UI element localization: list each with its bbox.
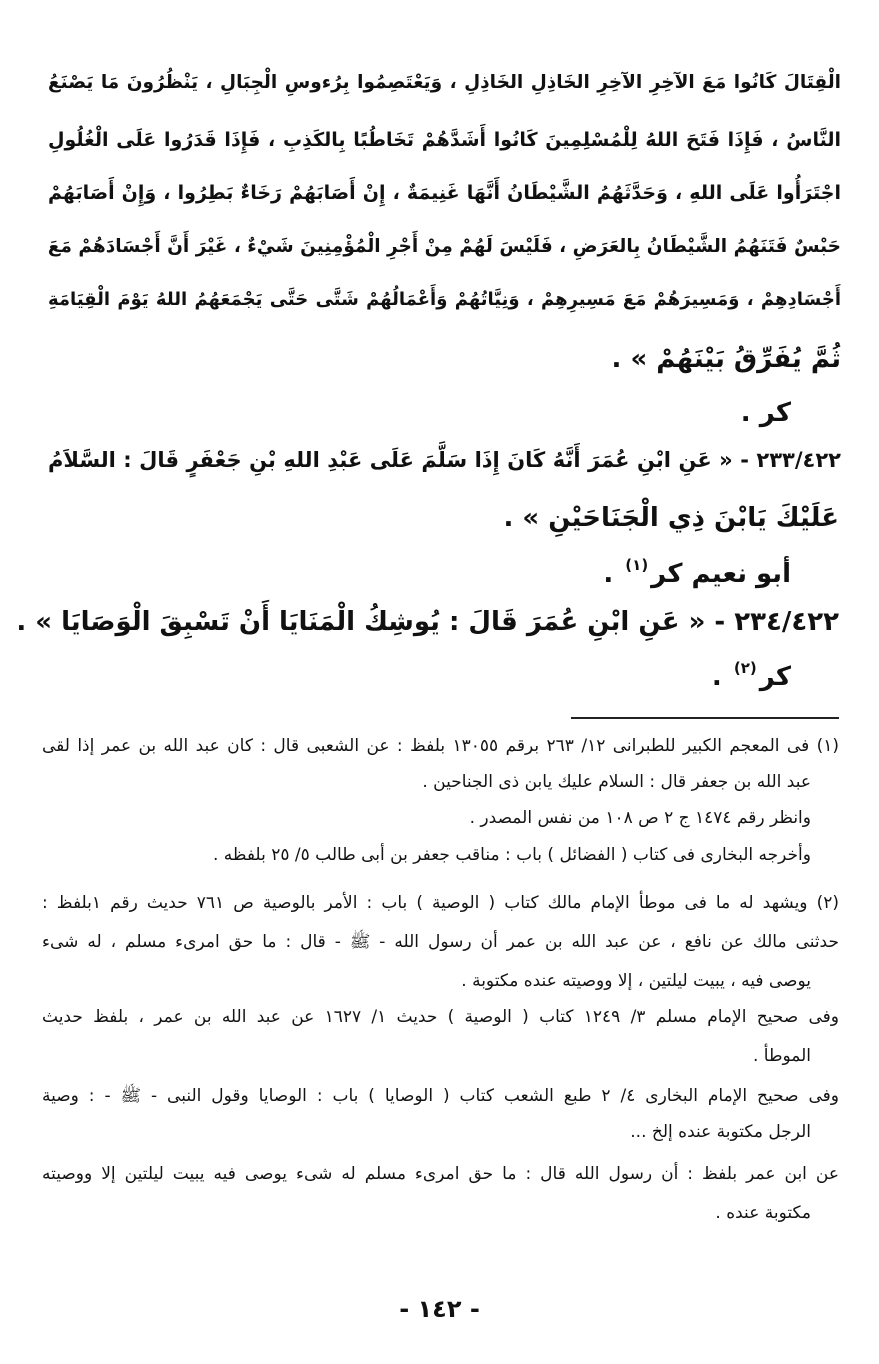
footnote-separator — [571, 717, 839, 719]
footnote-2-line-5: الموطأ . — [752, 1046, 811, 1066]
footnote-2-line-4: وفى صحيح الإمام مسلم ٣/ ١٢٤٩ كتاب ( الوصية ) حديث ١/ ١٦٢٧ عن عبد الله بن عمر ، بلفظ حديث — [42, 1007, 839, 1027]
main-text-line-1: الْقِتَالَ كَانُوا مَعَ الآخِرِ الآخِرِ الخَاذِلِ الخَاذِلِ ، وَيَعْتَصِمُوا بِرُءوسِ الْجِبَالِ ، يَنْظُرُونَ مَا يَصْنَعُ — [48, 72, 841, 93]
hadith-233-line-2: عَلَيْكَ يَابْنَ ذِي الْجَنَاحَيْنِ » . — [503, 503, 839, 533]
page-number: - ١٤٢ - — [399, 1295, 480, 1323]
main-text-line-3: اجْتَرَأُوا عَلَى اللهِ ، وَحَدَّثَهُمُ الشَّيْطَانُ أَنَّهَا غَنِيمَةٌ ، إِنْ أَصَابَهُمْ رَخَاءٌ بَطِرُوا ، وَإِنْ أَصَابَهُمْ — [48, 182, 841, 204]
main-text-line-4: حَبْسٌ فَتَنَهُمُ الشَّيْطَانُ بِالعَرَضِ ، فَلَيْسَ لَهُمْ مِنْ أَجْرِ الْمُؤْمِنِينَ شَيْءٌ ، غَيْرَ أَنَّ أَجْسَادَهُمْ مَعَ — [47, 236, 841, 257]
main-text-line-6: ثُمَّ يُفَرِّقُ بَيْنَهُمْ » . — [611, 344, 841, 374]
footnote-marker: (٢) — [733, 659, 757, 677]
footnote-2-line-8: عن ابن عمر بلفظ : أن رسول الله قال : ما حق امرىء مسلم له شىء يوصى فيه يبيت ليلتين إلا ووصيته — [42, 1164, 839, 1184]
footnote-2-line-2: حدثنى مالك عن نافع ، عن عبد الله بن عمر أن رسول الله - ﷺ - قال : ما حق امرىء مسلم ، له شىء — [42, 932, 839, 952]
footnote-1-line-1: (١) فى المعجم الكبير للطبرانى ١٢/ ٢٦٣ برقم ١٣٠٥٥ بلفظ : عن الشعبى قال : كان عبد الله بن عمر إذا لقى — [42, 736, 840, 756]
source-punctuation: . — [711, 662, 731, 692]
footnote-1-line-3: وانظر رقم ١٤٧٤ ج ٢ ص ١٠٨ من نفس المصدر . — [469, 808, 811, 828]
footnote-marker: (١) — [625, 556, 649, 574]
source-text: كر — [759, 662, 791, 692]
main-text-line-2: النَّاسُ ، فَإِذَا فَتَحَ اللهُ لِلْمُسْلِمِينَ كَانُوا أَشَدَّهُمْ تَخَاطُبًا بِالكَذِبِ ، فَإِذَا قَدَرُوا عَلَى الْغُلُولِ — [48, 129, 841, 151]
footnote-2-line-3: يوصى فيه ، يبيت ليلتين ، إلا ووصيته عنده مكتوبة . — [461, 971, 811, 991]
footnote-2-line-7: الرجل مكتوبة عنده إلخ ... — [630, 1122, 811, 1142]
footnote-2-line-9: مكتوبة عنده . — [715, 1203, 811, 1223]
hadith-234: ٢٣٤/٤٢٢ - « عَنِ ابْنِ عُمَرَ قَالَ : يُوشِكُ الْمَنَايَا أَنْ تَسْبِقَ الْوَصَايَا » . — [16, 607, 839, 637]
footnote-1-line-4: وأخرجه البخارى فى كتاب ( الفضائل ) باب : مناقب جعفر بن أبى طالب ٥/ ٢٥ بلفظه . — [212, 845, 811, 865]
footnote-2-line-1: (٢) ويشهد له ما فى موطأ الإمام مالك كتاب ( الوصية ) باب : الأمر بالوصية ص ٧٦١ حديث رقم ١بلفظ : — [42, 893, 840, 913]
source-text: أبو نعيم كر — [651, 559, 791, 589]
source-reference — [712, 659, 791, 692]
main-text-line-5: أَجْسَادِهِمْ ، وَمَسِيرَهُمْ مَعَ مَسِيرِهِمْ ، وَنِيَّاتُهُمْ وَأَعْمَالُهُمْ شَتَّى حَتَّى يَجْمَعَهُمُ اللهُ يَوْمَ الْقِيَامَةِ — [48, 289, 841, 310]
hadith-233-line-1: ٢٣٣/٤٢٢ - « عَنِ ابْنِ عُمَرَ أَنَّهُ كَانَ إِذَا سَلَّمَ عَلَى عَبْدِ اللهِ بْنِ جَعْفَرٍ قَالَ : السَّلاَمُ — [48, 448, 841, 472]
source-punctuation: . — [603, 559, 623, 589]
footnote-2-line-6: وفى صحيح الإمام البخارى ٤/ ٢ طبع الشعب كتاب ( الوصايا ) باب : الوصايا وقول النبى - ﷺ - : وصية — [42, 1086, 839, 1106]
footnote-1-line-2: عبد الله بن جعفر قال : السلام عليك يابن ذى الجناحين . — [422, 772, 811, 792]
source-reference — [603, 556, 791, 589]
source-reference: كر . — [740, 398, 791, 428]
